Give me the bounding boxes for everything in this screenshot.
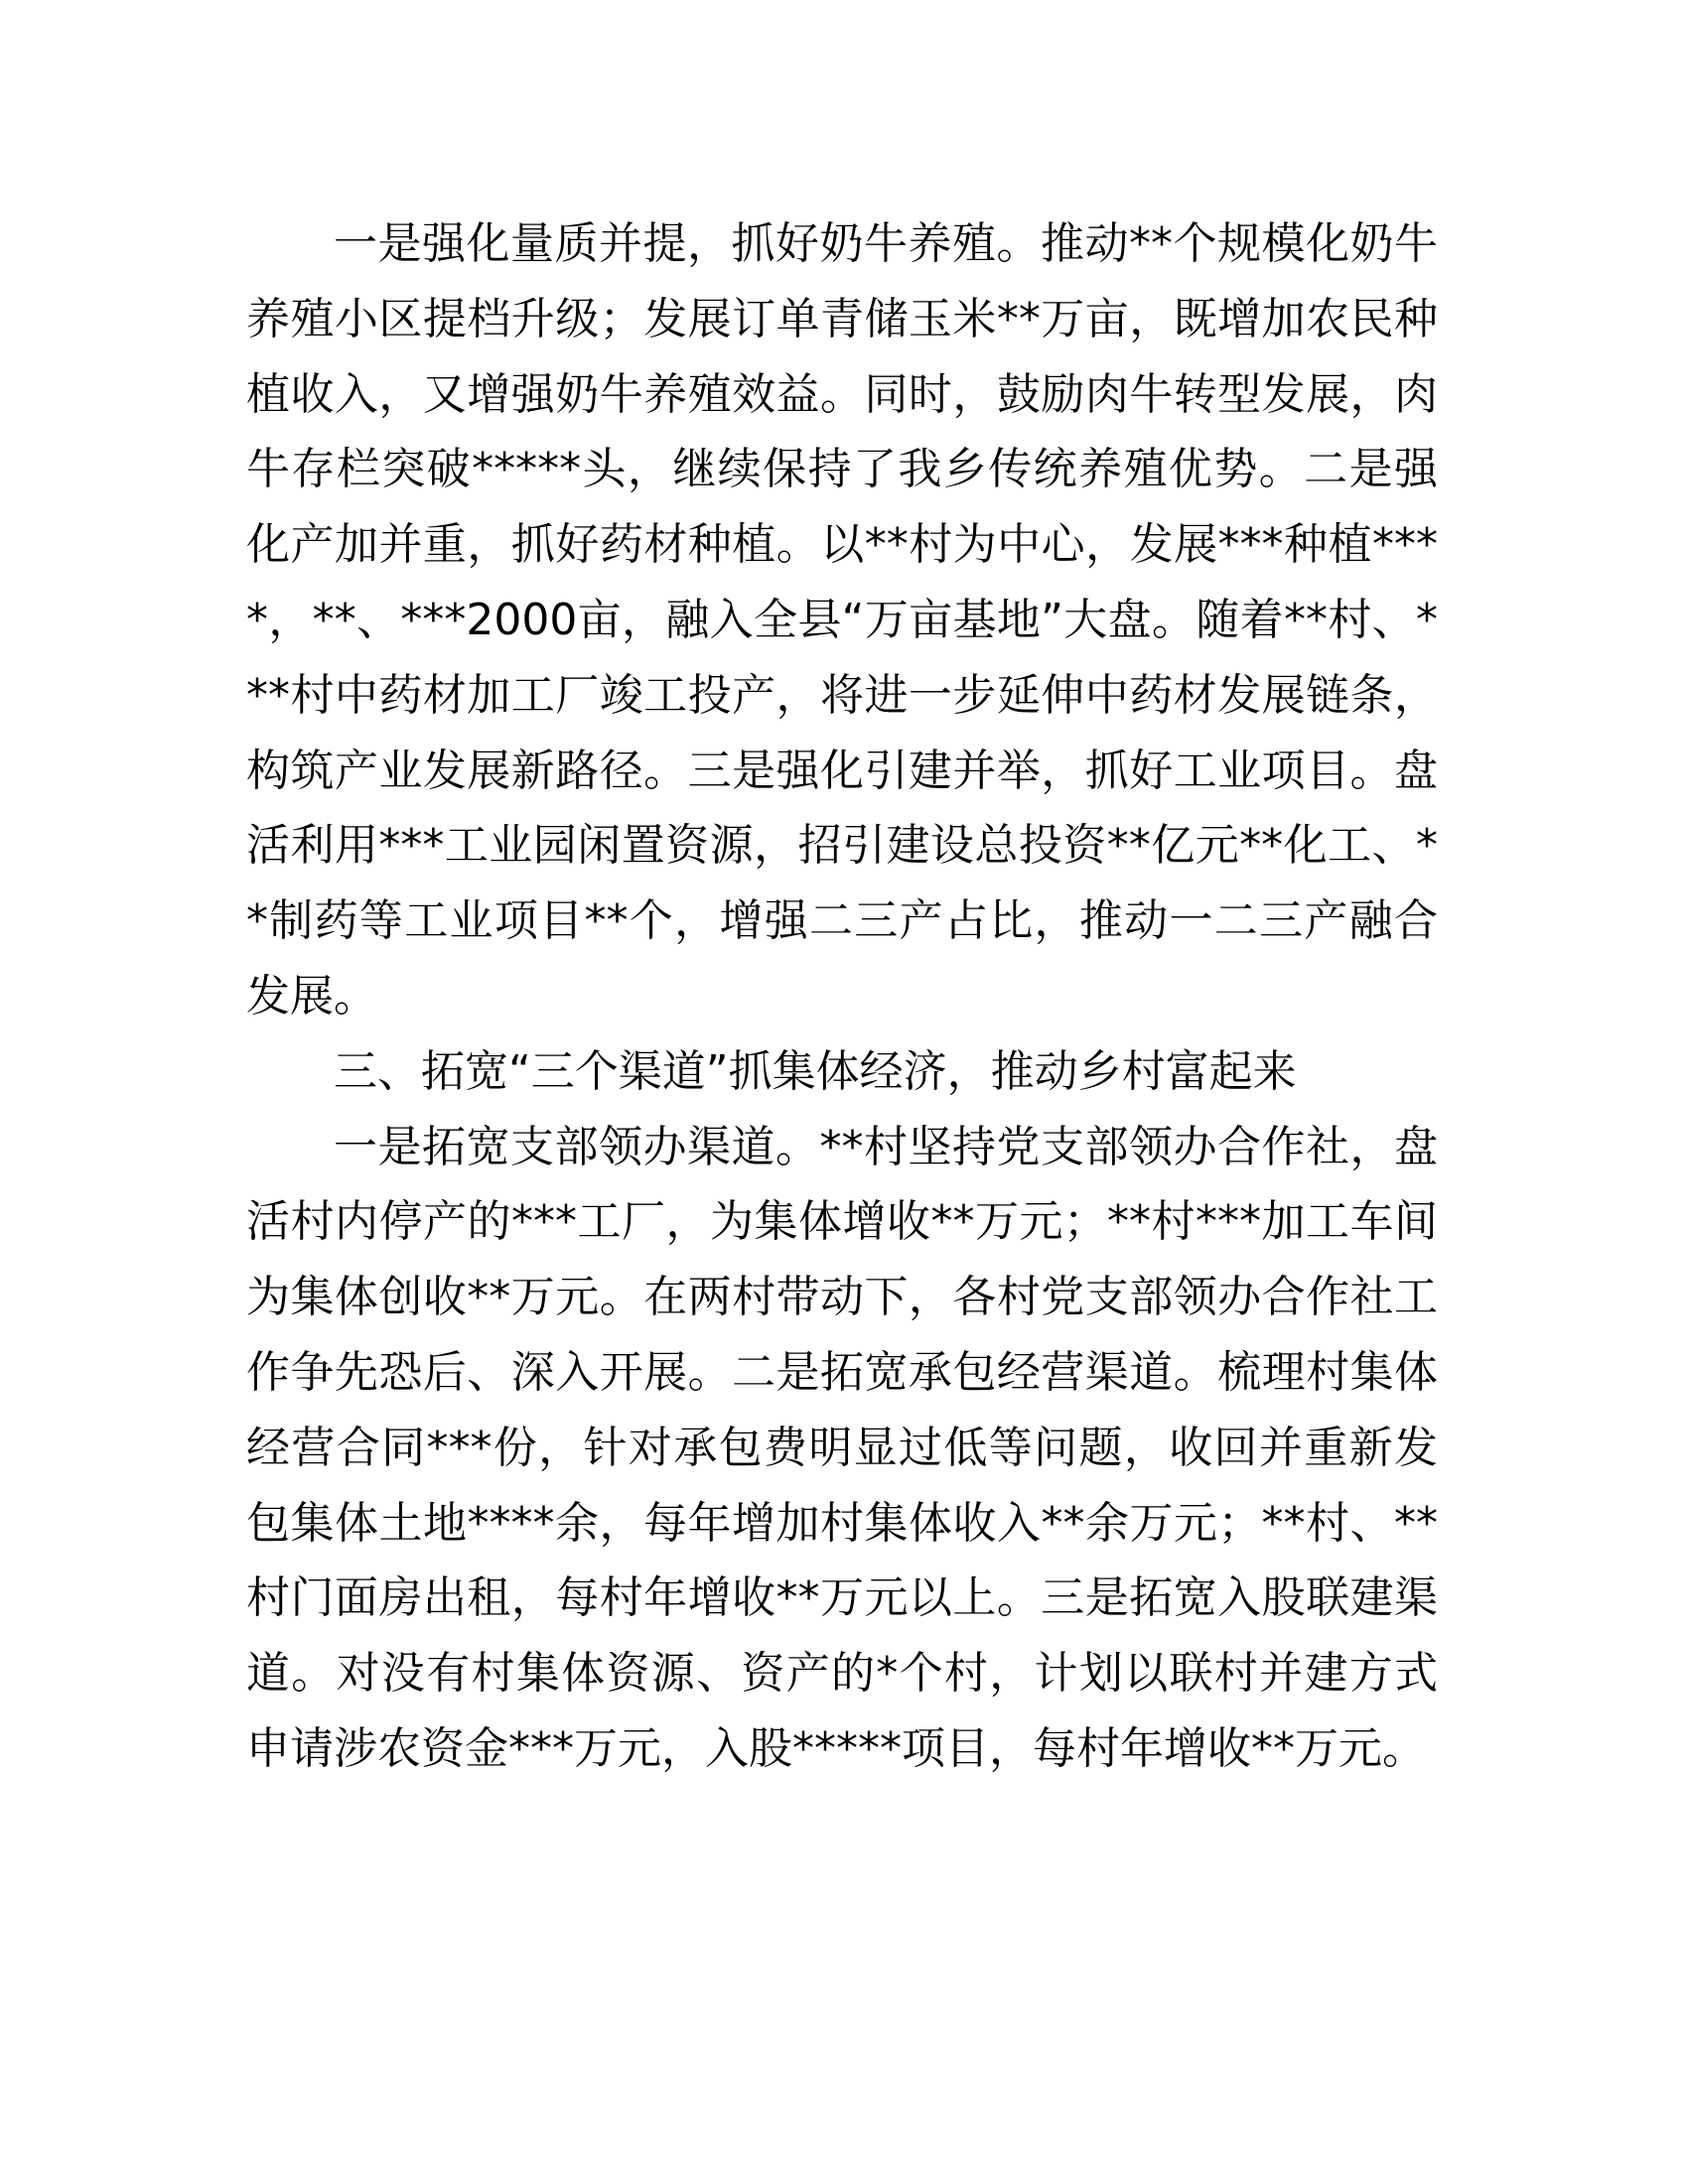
- section-heading-collective-economy: 三、拓宽“三个渠道”抓集体经济，推动乡村富起来: [334, 1045, 1297, 1097]
- paragraph-three-channels: 一是拓宽支部领办渠道。**村坚持党支部领办合作社，盘活村内停产的***工厂，为集体增收**万元；**村***加工车间为集体创收**万元。在两村带动下，各村党支部领办合作社工作争先恐后、深入开展。二是拓宽承包经营渠道。梳理村集体经营合同***份，针对承包费明显过低等问题，收回并重新发包集体土地****余，每年增加村集体收入**余万元；**村、**村门面房出租，每村年增收**万元以上。三是拓宽入股联建渠道。对没有村集体资源、资产的*个村，计划以联村并建方式申请涉农资金***万元，入股*****项目，每村年增收**万元。: [246, 1121, 1438, 1774]
- document-body: [246, 206, 1438, 1787]
- paragraph-industry-development: 一是强化量质并提，抓好奶牛养殖。推动**个规模化奶牛养殖小区提档升级；发展订单青储玉米**万亩，既增加农民种植收入，又增强奶牛养殖效益。同时，鼓励肉牛转型发展，肉牛存栏突破*****头，继续保持了我乡传统养殖优势。二是强化产加并重，抓好药材种植。以**村为中心，发展***种植****，**、***2000亩，融入全县“万亩基地”大盘。随着**村、***村中药材加工厂竣工投产，将进一步延伸中药材发展链条，构筑产业发展新路径。三是强化引建并举，抓好工业项目。盘活利用***工业园闲置资源，招引建设总投资**亿元**化工、**制药等工业项目**个，增强二三产占比，推动一二三产融合发展。: [246, 218, 1438, 1022]
